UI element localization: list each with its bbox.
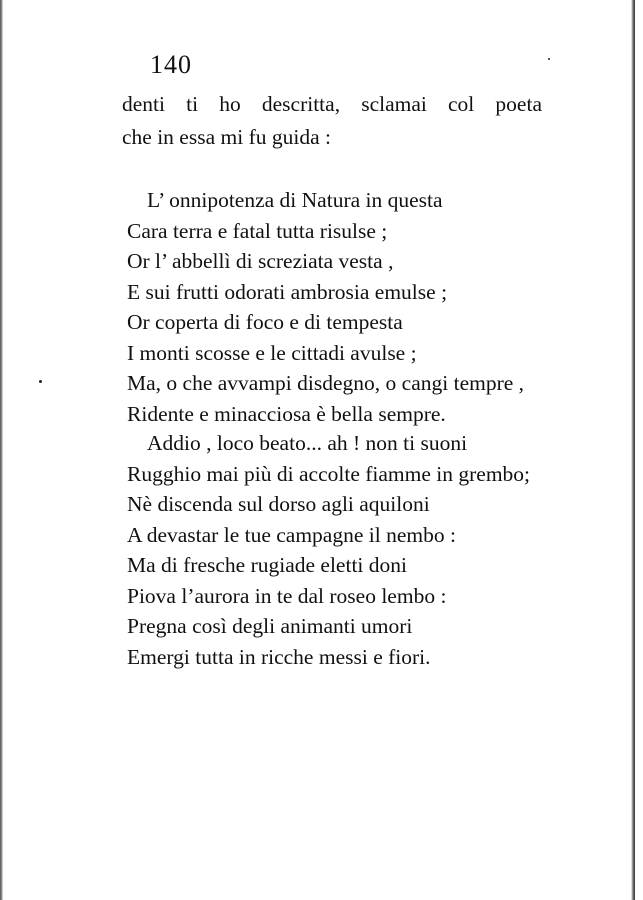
prose-line: denti ti ho descritta, sclamai col poeta bbox=[122, 92, 542, 116]
verse-line: Or l’ abbellì di screziata vesta , bbox=[127, 249, 394, 273]
stanza-1 bbox=[127, 185, 557, 429]
verse-line: Addio , loco beato... ah ! non ti suoni bbox=[147, 431, 468, 455]
verse-line: Pregna così degli animanti umori bbox=[127, 614, 413, 638]
ink-speck bbox=[39, 380, 42, 383]
verse-line: Emergi tutta in ricche messi e fiori. bbox=[127, 644, 431, 669]
verse-line: Or coperta di foco e di tempesta bbox=[127, 310, 403, 334]
verse-line: Piova l’aurora in te dal roseo lembo : bbox=[127, 583, 447, 608]
prose-line: che in essa mi fu guida : bbox=[122, 125, 331, 149]
page-left-edge bbox=[0, 0, 3, 900]
verse-line: L’ onnipotenza di Natura in questa bbox=[147, 188, 443, 212]
prose-paragraph bbox=[122, 88, 542, 154]
verse-line: E sui frutti odorati ambrosia emulse ; bbox=[127, 279, 448, 304]
verse-line: Ma, o che avvampi disdegno, o cangi tempre , bbox=[127, 371, 525, 395]
verse-line: Ridente e minacciosa è bella sempre. bbox=[127, 401, 446, 426]
verse-line: A devastar le tue campagne il nembo : bbox=[127, 522, 456, 547]
stanza-2 bbox=[127, 428, 557, 672]
verse-line: Cara terra e fatal tutta risulse ; bbox=[127, 218, 388, 243]
verse-line: Nè discenda sul dorso agli aquiloni bbox=[127, 492, 430, 516]
verse-line: Rugghio mai più di accolte fiamme in grembo; bbox=[127, 461, 531, 486]
page-number: 140 bbox=[150, 50, 192, 79]
ink-speck bbox=[548, 58, 550, 60]
verse-line: I monti scosse e le cittadi avulse ; bbox=[127, 340, 417, 365]
page-right-edge bbox=[631, 0, 635, 900]
verse-line: Ma di fresche rugiade eletti doni bbox=[127, 553, 407, 577]
